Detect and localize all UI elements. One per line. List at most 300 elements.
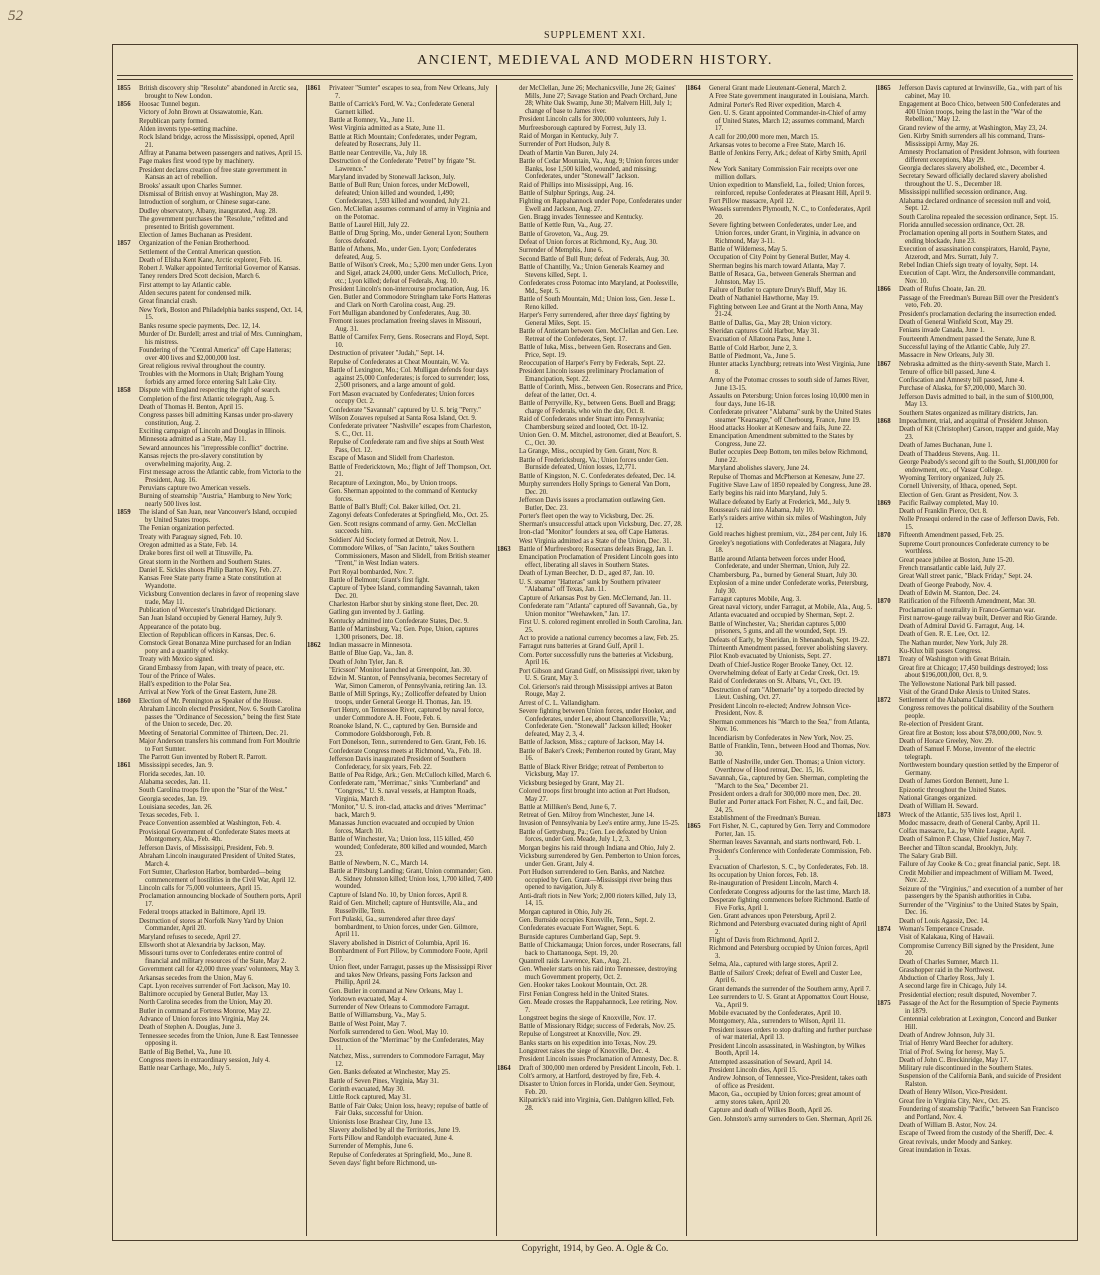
entry-text: Battle of Martinsburg, Va.; Gen. Pope, Union, captures 1,300 prisoners, Dec. 18.: [329, 626, 479, 641]
history-entry: [119, 191, 303, 199]
entry-text: Gen. Burnside occupies Knoxville, Tenn., Sept. 2.: [519, 917, 656, 925]
history-entry: [879, 426, 1063, 441]
history-entry: [689, 1018, 873, 1026]
history-entry: [119, 298, 303, 306]
history-entry: [309, 996, 493, 1004]
history-entry: [499, 538, 683, 546]
entry-text: Maryland invaded by Stonewall Jackson, July.: [329, 173, 456, 181]
history-entry: [689, 482, 873, 490]
history-entry: [119, 249, 303, 257]
entry-text: Raid of Gen. Mitchell; capture of Huntsville, Ala., and Russellville, Tenn.: [329, 899, 478, 915]
entry-text: Death of Nathaniel Hawthorne, May 19.: [709, 295, 819, 303]
entry-text: Modoc massacre, death of General Canby, April 11.: [899, 819, 1040, 827]
entry-text: Great fire at Chicago; 17,450 buildings destroyed; loss about $196,000,000, Oct. 8, 9.: [899, 664, 1048, 680]
entry-text: Manassas Junction evacuated and occupied by Union forces, March 10.: [329, 819, 474, 835]
entry-text: Amnesty Proclamation of President Johnson, with fourteen different exceptions, May 29.: [899, 149, 1060, 164]
history-entry: [309, 158, 493, 173]
entry-text: Battle of Missionary Ridge; success of Federals, Nov. 25.: [519, 1023, 676, 1031]
entry-text: Battle of South Mountain, Md.; Union loss, Gen. Jesse L. Reno killed.: [519, 295, 676, 311]
history-entry: [499, 1097, 683, 1112]
entry-text: Emancipation Proclamation of President Lincoln goes into effect, liberating all slaves in Southern States.: [519, 554, 679, 570]
history-entry: [499, 643, 683, 651]
history-entry: [689, 254, 873, 262]
entry-text: Indian massacre in Minnesota.: [329, 642, 413, 650]
entry-text: Union expedition to Mansfield, La., foiled; Union forces, reinforced, repulse Confederates at Pleasant Hill, April 9.: [709, 182, 871, 197]
entry-text: Fort Mason evacuated by Confederates; Union forces occupy Oct. 2.: [329, 390, 475, 406]
history-entry: [119, 665, 303, 673]
entry-text: Slavery abolished by all the Territories, June 19.: [329, 1126, 461, 1134]
history-entry: [119, 118, 303, 126]
entry-text: Confederate Congress meets at Richmond, Va., Feb. 18.: [329, 747, 482, 755]
history-entry: [499, 764, 683, 779]
history-entry: [309, 1127, 493, 1135]
entry-text: U. S. steamer "Hatteras" sunk by Southern privateer "Alabama" off Texas, Jan. 11.: [519, 578, 661, 594]
entry-text: Grand review of the army, at Washington, May 23, 24.: [899, 124, 1048, 132]
entry-text: Abduction of Charley Ross, July 1.: [899, 975, 995, 983]
entry-text: Death of Henry Wilson, Vice-President.: [899, 1089, 1008, 1097]
entry-text: Cornell University, of Ithaca, opened, Sept.: [899, 483, 1017, 491]
entry-text: Sherman leaves Savannah, and starts northward, Feb. 1.: [709, 839, 861, 847]
history-entry: [499, 554, 683, 569]
history-entry: [499, 982, 683, 990]
entry-text: Treaty with Mexico signed.: [139, 656, 214, 664]
history-entry: [499, 400, 683, 415]
history-entry: [879, 286, 1063, 294]
entry-text: Slavery abolished in District of Columbia, April 16.: [329, 939, 471, 947]
entry-text: West Virginia admitted as a State of the Union, Dec. 31.: [519, 537, 672, 545]
entry-text: Rock Island bridge, across the Mississippi, opened, April 21.: [139, 134, 295, 149]
entry-year: 1855: [117, 85, 131, 92]
entry-text: Ratification of the Fifteenth Amendment, Mar. 30.: [899, 598, 1036, 606]
history-entry: [309, 940, 493, 948]
entry-text: President Lincoln's non-intercourse proclamation, Aug. 16.: [329, 285, 490, 293]
history-entry: [689, 1116, 873, 1124]
entry-text: Major Anderson transfers his command from Fort Moultrie to Fort Sumter.: [139, 738, 301, 753]
history-entry: [879, 369, 1063, 377]
entry-text: Surrender of the "Virginius" to the United States by Spain, Dec. 16.: [899, 901, 1059, 917]
history-entry: [879, 410, 1063, 418]
entry-text: Rousseau's raid into Alabama, July 10.: [709, 506, 815, 514]
entry-text: Compromise Currency Bill signed by the President, June 20.: [899, 942, 1054, 958]
entry-text: Purchase of Alaska, for $7,200,000, March 30.: [899, 385, 1027, 393]
entry-text: Re-election of President Grant.: [899, 721, 984, 729]
entry-text: Battle of Perryville, Ky., between Gens. Buell and Bragg; charge of Federals, who win the day, Oct. 8.: [519, 400, 676, 415]
history-entry: [119, 428, 303, 436]
history-entry: [689, 377, 873, 392]
history-entry: [879, 133, 1063, 148]
entry-text: Fort Mulligan abandoned by Confederates, Aug. 30.: [329, 310, 471, 318]
history-entry: [309, 626, 493, 641]
history-entry: [309, 860, 493, 868]
history-entry: [119, 983, 303, 991]
entry-text: Surrender of Port Hudson, July 8.: [519, 141, 611, 149]
history-entry: [499, 256, 683, 264]
entry-year: 1857: [117, 240, 131, 248]
history-entry: [689, 336, 873, 344]
entry-text: Battle of Cedar Mountain, Va., Aug. 9; Union forces under Banks, lose 1,500 killed, wounded, and missing; Confederates, under "Stonewall" Jackson.: [519, 157, 679, 181]
history-entry: [689, 823, 873, 838]
entry-text: Confederate privateer "Nashville" escapes from Charleston, S. C., Oct. 11.: [329, 423, 492, 439]
entry-text: Settlement of the Alabama Claims.: [899, 697, 994, 705]
entry-text: Battle of Chickamauga; Union forces, under Rosecrans, fall back to Chattanooga, Sept. 19, 20.: [519, 941, 682, 957]
entry-text: Destruction of the "Merrimac" by the Confederates, May 11.: [329, 1037, 485, 1053]
entry-text: Confederate ram, "Merrimac," sinks "Cumberland" and "Congress," U. S. naval vessels, at Hampton Roads, Virginia, March 8.: [329, 780, 480, 803]
history-entry: [689, 425, 873, 433]
entry-year: 1871: [877, 656, 891, 664]
history-entry: [879, 1139, 1063, 1147]
entry-text: Sherman begins his march toward Atlanta, May 7.: [709, 262, 846, 270]
history-entry: [879, 812, 1063, 820]
entry-text: The Parrott Gun invented by Robert R. Parrott.: [139, 754, 267, 762]
history-entry: [499, 239, 683, 247]
history-entry: [879, 270, 1063, 285]
history-entry: [119, 1016, 303, 1024]
history-entry: [309, 1053, 493, 1068]
entry-text: Surrender of Memphis, June 6.: [519, 247, 604, 255]
history-entry: [499, 652, 683, 667]
entry-text: Death of Lyman Beecher, D. D., aged 87, Jan. 10.: [519, 570, 655, 578]
history-entry: [499, 116, 683, 124]
history-entry: [879, 705, 1063, 720]
history-entry: [879, 532, 1063, 540]
entry-text: Death of George Peabody, Nov. 4.: [899, 581, 992, 589]
history-columns: [119, 85, 1071, 1236]
entry-text: Butler occupies Deep Bottom, ten miles below Richmond, June 22.: [709, 449, 868, 465]
history-entry: [879, 173, 1063, 188]
entry-text: Fighting on Rappahannock under Pope, Confederates under Ewell and Jackson, Aug. 27.: [519, 198, 682, 213]
entry-text: Gold reaches highest premium, viz., 284 per cent, July 16.: [709, 531, 868, 539]
entry-year: 1869: [877, 499, 891, 507]
entry-text: West Virginia admitted as a State, June 11.: [329, 125, 445, 133]
history-entry: [689, 1010, 873, 1018]
entry-text: Morgan captured in Ohio, July 26.: [519, 908, 613, 916]
entry-text: President Lincoln issues Proclamation of Amnesty, Dec. 8.: [519, 1056, 679, 1064]
entry-text: Meeting of Senatorial Committee of Thirteen, Dec. 21.: [139, 729, 289, 737]
history-entry: [689, 134, 873, 142]
entry-text: General Grant made Lieutenant-General, March 2.: [709, 85, 847, 92]
entry-text: Battle of Drug Spring, Mo., under General Lyon; Southern forces defeated.: [329, 230, 489, 245]
entry-year: 1874: [877, 925, 891, 933]
history-entry: [499, 1031, 683, 1039]
history-entry: [689, 1107, 873, 1115]
entry-text: Death of William B. Astor, Nov. 24.: [899, 1122, 997, 1130]
history-entry: [309, 601, 493, 609]
history-entry: [689, 393, 873, 408]
entry-text: Forts Pillow and Randolph evacuated, June 4.: [329, 1135, 454, 1143]
entry-text: Capture and death of Wilkes Booth, April 26.: [709, 1107, 833, 1115]
entry-text: Repulse of Longstreet at Knoxville, Nov. 29.: [519, 1031, 642, 1039]
entry-text: Natchez, Miss., surrenders to Commodore Farragut, May 12.: [329, 1053, 485, 1069]
history-entry: [499, 133, 683, 141]
history-entry: [499, 141, 683, 149]
entry-text: Pacific Railway completed, May 10.: [899, 499, 999, 507]
history-entry: [879, 590, 1063, 598]
history-entry: [499, 546, 683, 554]
history-entry: [879, 975, 1063, 983]
entry-text: Surrender of Memphis, June 6.: [329, 1143, 414, 1151]
entry-year: 1856: [117, 101, 131, 108]
entry-text: Proclamation opening all ports in Southern States, and ending blockade, June 23.: [899, 230, 1047, 245]
entry-text: Retreat of Gen. Milroy from Winchester, June 14.: [519, 812, 655, 820]
history-entry: [309, 464, 493, 479]
entry-text: Mississippi nullified secession ordinance, Aug.: [899, 189, 1027, 197]
history-entry: [689, 490, 873, 498]
history-entry: [689, 1027, 873, 1042]
history-entry: [689, 499, 873, 507]
entry-text: French transatlantic cable laid, July 27.: [899, 565, 1006, 573]
history-entry: [879, 442, 1063, 450]
history-entry: [689, 572, 873, 580]
history-entry: [689, 970, 873, 985]
history-column-5: [879, 85, 1063, 1236]
entry-text: Failure of Butler to capture Drury's Bluff, May 16.: [709, 287, 847, 295]
history-entry: [879, 361, 1063, 369]
entry-text: Execution of assassination conspirators, Harold, Payne, Atzerodt, and Mrs. Surratt, July 7.: [899, 246, 1051, 261]
history-entry: [309, 174, 493, 182]
margin-page-mark: 52: [8, 8, 23, 24]
entry-text: Baltimore occupied by General Butler, May 13.: [139, 991, 269, 999]
entry-text: Dismissal of British envoy at Washington, May 28.: [139, 191, 279, 199]
history-entry: [879, 459, 1063, 474]
history-entry: [119, 779, 303, 787]
history-entry: [499, 328, 683, 343]
entry-text: Second Battle of Bull Run; defeat of Federals, Aug. 30.: [519, 255, 670, 263]
entry-text: Gatling gun invented by J. Gatling.: [329, 609, 425, 617]
entry-text: Peruvians capture two American vessels.: [139, 485, 251, 493]
history-entry: [119, 975, 303, 983]
entry-text: Treaty of Washington with Great Britain.: [899, 656, 1011, 664]
entry-text: Murder of Dr. Burdell; arrest and trial of Mrs. Cunningham, his mistress.: [139, 330, 303, 346]
entry-text: President Lincoln re-elected; Andrew Johnson Vice-President, Nov. 8.: [709, 702, 851, 718]
history-entry: [309, 125, 493, 133]
history-entry: [119, 909, 303, 917]
history-entry: [309, 609, 493, 617]
history-entry: [689, 604, 873, 612]
entry-text: Death of Salmon P. Chase, Chief Justice, May 7.: [899, 836, 1032, 844]
entry-text: Great fire at Boston; loss about $78,000,000, Nov. 9.: [899, 729, 1043, 737]
entry-text: Seward announces his "irrepressible conflict" doctrine.: [139, 444, 289, 452]
copyright-footer: Copyright, 1914, by Geo. A. Ogle & Co.: [521, 1243, 669, 1253]
history-entry: [879, 492, 1063, 500]
history-entry: [499, 1048, 683, 1056]
history-entry: [119, 453, 303, 468]
history-entry: [689, 815, 873, 823]
history-entry: [499, 1023, 683, 1031]
entry-text: Credit Mobilier and impeachment of William M. Tweed, Nov. 22.: [899, 869, 1053, 885]
entry-text: Kansas rejects the pro-slavery constitution by overwhelming majority, Aug. 2.: [139, 453, 264, 468]
history-entry: [879, 870, 1063, 885]
entry-text: Battle of Baker's Creek; Pemberton routed by Grant, May 16.: [519, 747, 676, 763]
entry-text: Grand Embassy from Japan, with treaty of peace, etc.: [139, 664, 285, 672]
entry-text: Unionists lose Brashear City, June 13.: [329, 1118, 433, 1126]
entry-text: Woman's Temperance Crusade.: [899, 925, 985, 933]
history-entry: [499, 925, 683, 933]
history-entry: [309, 836, 493, 859]
entry-text: Escape of Tweed from the custody of the Sheriff, Dec. 4.: [899, 1130, 1054, 1138]
history-entry: [879, 573, 1063, 581]
entry-text: Defeats of Early, by Sheridan, in Shenandoah, Sept. 19-22.: [709, 636, 870, 644]
history-entry: [689, 531, 873, 539]
history-entry: [119, 404, 303, 412]
entry-text: Texas secedes, Feb. 1.: [139, 812, 200, 820]
history-entry: [499, 125, 683, 133]
history-entry: [499, 1040, 683, 1048]
entry-text: Banks starts on his expedition into Texas, Nov. 29.: [519, 1039, 657, 1047]
entry-text: Kilpatrick's raid into Virginia, Gen. Dahlgren killed, Feb. 28.: [519, 1097, 675, 1112]
history-entry: [119, 591, 303, 606]
entry-text: First message across the Atlantic cable, from Victoria to the President, Aug. 16.: [139, 469, 302, 484]
history-entry: [119, 109, 303, 117]
history-entry: [499, 264, 683, 279]
history-entry: [689, 142, 873, 150]
entry-text: Col. Grierson's raid through Mississippi arrives at Baton Rouge, May 2.: [519, 683, 673, 699]
history-entry: [689, 409, 873, 424]
entry-text: Alden secures patent for condensed milk.: [139, 290, 252, 298]
history-entry: [499, 570, 683, 578]
entry-text: Seizure of the "Virginius," and execution of a number of her passengers by the Spanish authorities in Cuba.: [899, 885, 1063, 901]
entry-year: 1861: [307, 85, 321, 92]
history-entry: [689, 1091, 873, 1106]
entry-text: Death of Elisha Kent Kane, Arctic explorer, Feb. 16.: [139, 256, 282, 264]
history-entry: [309, 707, 493, 722]
history-entry: [119, 559, 303, 567]
entry-text: Invasion of Pennsylvania by Lee's entire army, June 15-25.: [519, 820, 680, 828]
entry-text: Death of James Buchanan, June 1.: [899, 442, 993, 450]
entry-text: Execution of Capt. Wirz, the Andersonville commandant, Nov. 10.: [899, 270, 1056, 286]
history-entry: [309, 415, 493, 423]
history-entry: [879, 721, 1063, 729]
history-entry: [309, 756, 493, 771]
entry-text: Norfolk surrendered to Gen. Wool, May 10.: [329, 1029, 449, 1037]
entry-text: President Lincoln assassinated, in Washington, by Wilkes Booth, April 14.: [709, 1042, 866, 1058]
entry-text: Southern States organized as military districts, Jan.: [899, 409, 1038, 417]
history-entry: [879, 483, 1063, 491]
history-entry: [119, 469, 303, 484]
history-entry: [119, 216, 303, 231]
history-entry: [879, 1106, 1063, 1121]
entry-text: Richmond and Petersburg occupied by Union forces, April 3.: [709, 945, 869, 961]
entry-text: Kentucky admitted into Confederate States, Dec. 9.: [329, 617, 469, 625]
entry-text: Richmond and Petersburg evacuated during night of April 2.: [709, 921, 867, 936]
history-entry: [499, 684, 683, 699]
entry-text: Confederate Congress adjourns for the last time, March 18.: [709, 888, 871, 896]
history-entry: [119, 893, 303, 908]
entry-text: Attempted assassination of Seward, April 14.: [709, 1058, 832, 1066]
history-entry: [119, 331, 303, 346]
entry-text: Ku-Klux bill passes Congress.: [899, 647, 982, 655]
entry-text: Confederates evacuate Fort Wagner, Sept. 6.: [519, 925, 640, 933]
history-entry: [119, 918, 303, 933]
entry-text: A Free State government inaugurated in Louisiana, March.: [709, 93, 869, 101]
entry-text: Raid of Phillips into Mississippi, Aug. 16.: [519, 181, 634, 189]
history-entry: [119, 640, 303, 655]
entry-text: Arkansas votes to become a Free State, March 16.: [709, 141, 846, 149]
entry-text: Grant demands the surrender of the Southern army, April 7.: [709, 985, 871, 993]
history-entry: [499, 312, 683, 327]
history-entry: [879, 385, 1063, 393]
entry-text: Battle of Resaca, Ga., between Generals Sherman and Johnston, May 15.: [709, 271, 856, 286]
history-entry: [499, 829, 683, 844]
history-entry: [309, 964, 493, 987]
entry-text: Fifteenth Amendment passed, Feb. 25.: [899, 532, 1004, 540]
entry-text: Banks resume specie payments, Dec. 12, 14.: [139, 322, 261, 330]
history-entry: [309, 350, 493, 358]
history-entry: [879, 1089, 1063, 1097]
entry-text: Thirteenth Amendment passed, forever abolishing slavery.: [709, 645, 868, 653]
history-entry: [689, 653, 873, 661]
history-entry: [689, 662, 873, 670]
history-entry: [499, 853, 683, 868]
entry-text: Bombardment of Fort Pillow, by Commodore Foote, April 17.: [329, 947, 488, 963]
history-entry: [879, 1016, 1063, 1031]
history-entry: [309, 488, 493, 503]
entry-text: The Salary Grab Bill.: [899, 853, 958, 861]
history-entry: [689, 1075, 873, 1090]
entry-text: Corinth evacuated, May 30.: [329, 1085, 405, 1093]
history-entry: [119, 199, 303, 207]
entry-text: Sheridan captures Cold Harbor, May 31.: [709, 327, 820, 335]
entry-text: Establishment of the Freedman's Bureau.: [709, 815, 821, 823]
entry-text: Battle of Fair Oaks; Union loss, heavy; repulse of battle of Fair Oaks, successful for Union.: [329, 1102, 489, 1118]
entry-text: Wilson Zouaves repulsed at Santa Rosa Island, Oct. 9.: [329, 415, 477, 423]
history-entry: [309, 585, 493, 600]
history-entry: [499, 869, 683, 892]
history-entry: [879, 845, 1063, 853]
entry-text: Death of Kit (Christopher) Carson, trapper and guide, May 23.: [899, 426, 1060, 442]
entry-text: Proclamation of neutrality in Franco-German war.: [899, 606, 1036, 614]
history-entry: [119, 738, 303, 753]
history-entry: [499, 1073, 683, 1081]
history-entry: [879, 189, 1063, 197]
history-entry: [309, 318, 493, 333]
history-column-1: [119, 85, 303, 1236]
entry-text: Port Hudson surrendered to Gen. Banks, and Natchez occupied by Gen. Grant—Mississippi river being thus opened to navigation, July 8.: [519, 869, 673, 892]
history-entry: [309, 230, 493, 245]
entry-text: Battle at Milliken's Bend, June 6, 7.: [519, 803, 617, 811]
entry-text: South Carolina repealed the secession ordinance, Sept. 15.: [899, 213, 1058, 221]
entry-text: Battle of Jackson, Miss.; capture of Jackson, May 14.: [519, 739, 665, 747]
entry-text: Union fleet, under Farragut, passes up the Mississippi River and takes New Orleans, passing Forts Jackson and Phillip, April 24.: [329, 963, 493, 987]
entry-text: Capt. Lyon receives surrender of Fort Jackson, May 10.: [139, 982, 291, 990]
history-entry: [119, 509, 303, 524]
entry-text: Visit of the Grand Duke Alexis to United States.: [899, 688, 1031, 696]
entry-text: Oregon admitted as a State, Feb. 14.: [139, 541, 238, 549]
history-entry: [309, 455, 493, 463]
history-entry: [879, 665, 1063, 680]
history-entry: [119, 812, 303, 820]
entry-text: Provisional Government of Confederate States meets at Montgomery, Ala., Feb. 4th.: [139, 828, 291, 844]
entry-text: Battle of Big Bethel, Va., June 10.: [139, 1048, 232, 1056]
entry-text: Porter's fleet open the way to Vicksburg, Dec. 26.: [519, 512, 654, 520]
entry-text: Arrival at New York of the Great Eastern, June 28.: [139, 689, 277, 697]
entry-text: Colored troops first brought into action at Port Hudson, May 27.: [519, 787, 670, 803]
history-entry: [879, 246, 1063, 261]
entry-text: Andrew Johnson, of Tennessee, Vice-President, takes oath of office as President.: [709, 1075, 868, 1090]
entry-text: Death of Admiral David G. Farragut, Aug. 14.: [899, 623, 1025, 631]
entry-text: Raid of Morgan in Kentucky, July 7.: [519, 133, 619, 140]
entry-text: Florida annulled secession ordinance, Oct. 28.: [899, 221, 1025, 229]
history-entry: [119, 615, 303, 623]
history-entry: [309, 772, 493, 780]
entry-text: Death of Stephen A. Douglas, June 3.: [139, 1024, 242, 1032]
history-entry: [119, 371, 303, 386]
entry-text: Ellsworth shot at Alexandria by Jackson, May.: [139, 941, 266, 949]
entry-text: Great storm in the Northern and Southern States.: [139, 558, 272, 566]
entry-text: Death of Charles Sumner, March 11.: [899, 958, 999, 966]
history-entry: [119, 126, 303, 134]
history-entry: [309, 294, 493, 309]
history-entry: [119, 1065, 303, 1073]
